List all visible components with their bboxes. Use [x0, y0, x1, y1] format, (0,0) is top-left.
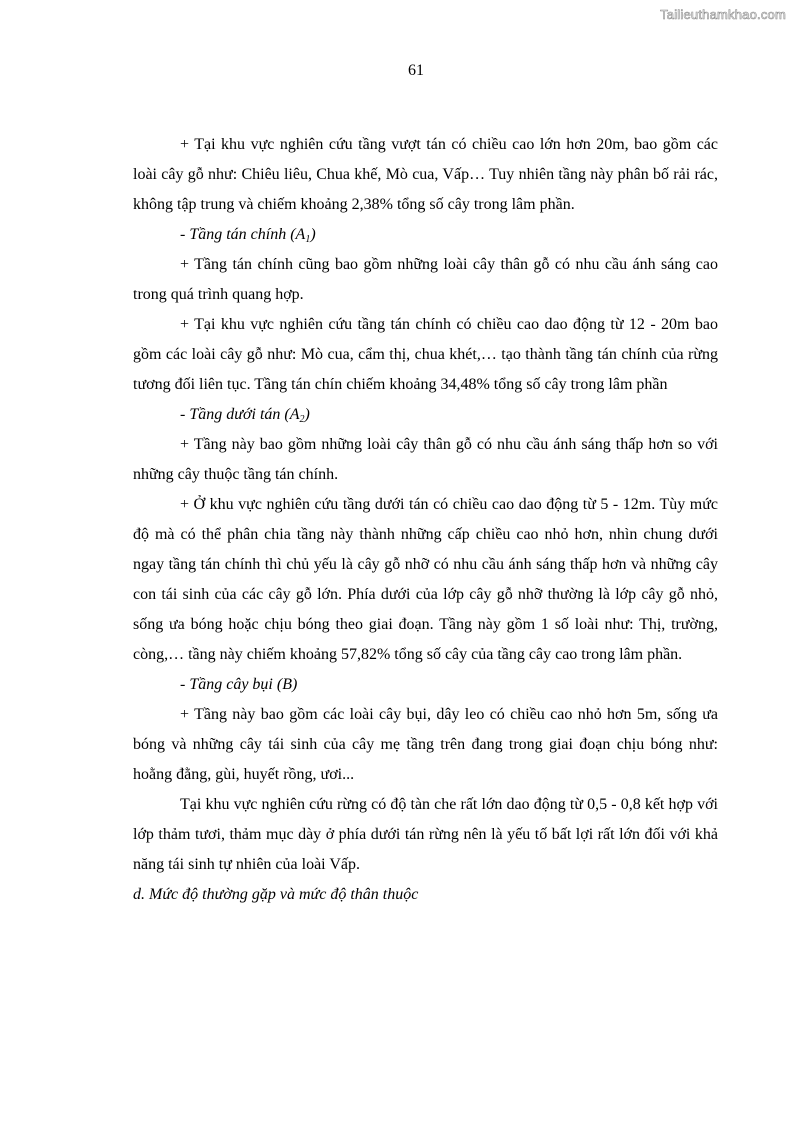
- heading-suffix: ): [304, 406, 310, 423]
- heading-understory: [133, 400, 718, 430]
- document-body: [133, 130, 718, 910]
- heading-text: - Tầng dưới tán (A: [180, 406, 300, 423]
- paragraph-emergent-layer: + Tại khu vực nghiên cứu tầng vượt tán có chiều cao lớn hơn 20m, bao gồm các loài cây gỗ như: Chiêu liêu, Chua khế, Mò cua, Vấp… Tuy nhiên tầng này phân bố rải rác, không tập trung và chiếm khoảng 2,38% tổng số cây trong lâm phần.: [133, 136, 718, 213]
- subscript: 2: [299, 414, 305, 425]
- heading-text: - Tầng tán chính (A: [180, 226, 306, 243]
- paragraph-understory-height: + Ở khu vực nghiên cứu tầng dưới tán có chiều cao dao động từ 5 - 12m. Tùy mức độ mà có thể phân chia tầng này thành những cấp chiều cao nhỏ hơn, nhìn chung dưới ngay tầng tán chính thì chủ yếu là cây gỗ nhỡ có nhu cầu ánh sáng thấp hơn và những cây con tái sinh của các cây gỗ lớn. Phía dưới của lớp cây gỗ nhỡ thường là lớp cây gỗ nhỏ, sống ưa bóng hoặc chịu bóng theo giai đoạn. Tầng này gồm 1 số loài như: Thị, trường, còng,… tầng này chiếm khoảng 57,82% tổng số cây của tầng cây cao trong lâm phần.: [133, 496, 718, 663]
- heading-shrub-layer: - Tầng cây bụi (B): [180, 676, 298, 693]
- paragraph-main-canopy-light: + Tầng tán chính cũng bao gồm những loài cây thân gỗ có nhu cầu ánh sáng cao trong quá trình quang hợp.: [133, 256, 718, 303]
- watermark: Tailieuthamkhao.com: [660, 7, 786, 22]
- paragraph-main-canopy-height: + Tại khu vực nghiên cứu tầng tán chính có chiều cao dao động từ 12 - 20m bao gồm các loài cây gỗ như: Mò cua, cẩm thị, chua khét,… tạo thành tầng tán chính của rừng tương đối liên tục. Tầng tán chín chiếm khoảng 34,48% tổng số cây trong lâm phần: [133, 316, 718, 393]
- subscript: 1: [305, 234, 311, 245]
- heading-section-d: d. Mức độ thường gặp và mức độ thân thuộc: [133, 886, 419, 903]
- paragraph-understory-light: + Tầng này bao gồm những loài cây thân gỗ có nhu cầu ánh sáng thấp hơn so với những cây thuộc tầng tán chính.: [133, 436, 718, 483]
- heading-main-canopy: [133, 220, 718, 250]
- page-number: 61: [408, 62, 424, 79]
- paragraph-canopy-cover: Tại khu vực nghiên cứu rừng có độ tàn che rất lớn dao động từ 0,5 - 0,8 kết hợp với lớp thảm tươi, thảm mục dày ở phía dưới tán rừng nên là yếu tố bất lợi rất lớn đối với khả năng tái sinh tự nhiên của loài Vấp.: [133, 796, 718, 873]
- heading-suffix: ): [310, 226, 316, 243]
- paragraph-shrub-layer: + Tầng này bao gồm các loài cây bụi, dây leo có chiều cao nhỏ hơn 5m, sống ưa bóng và những cây tái sinh của cây mẹ tầng trên đang trong giai đoạn chịu bóng như: hoằng đằng, gùi, huyết rồng, ươi...: [133, 706, 718, 783]
